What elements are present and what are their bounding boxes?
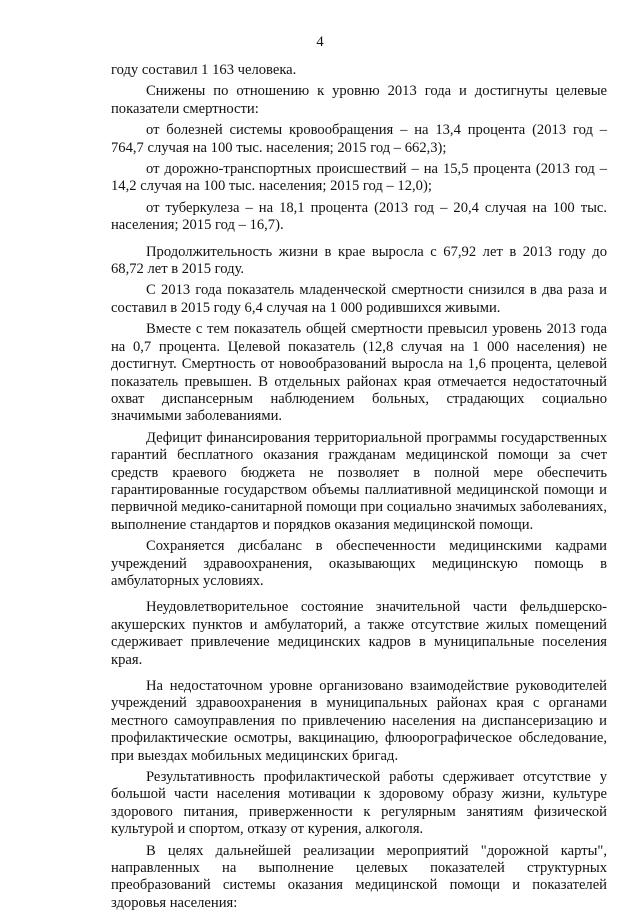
list-item: от болезней системы кровообращения – на 13,4 процента (2013 год – 764,7 случая на 100 тыс. населения; 2015 год – 662,3);	[111, 122, 607, 156]
list-item: от туберкулеза – на 18,1 процента (2013 год – 20,4 случая на 100 тыс. населения; 2015 год – 16,7).	[111, 199, 607, 234]
list-item: от дорожно-транспортных происшествий – на 15,5 процента (2013 год – 14,2 случая на 100 тыс. населения; 2015 год – 12,0);	[111, 161, 607, 195]
paragraph: Вместе с тем показатель общей смертности превысил уровень 2013 года на 0,7 процента. Целевой показатель (12,8 случая на 1 000 населения) не достигнут. Смертность от новообразований выросла на 1,6 процента, целевой показатель превышен. В отдельных районах края отмечается недостаточный охват диспансерным наблюдением больных, страдающих социально значимыми заболеваниями.	[111, 321, 607, 425]
document-body	[111, 62, 607, 912]
paragraph: Сохраняется дисбаланс в обеспеченности медицинскими кадрами учреждений здравоохранения, оказывающих медицинскую помощь в амбулаторных условиях.	[111, 538, 607, 589]
paragraph: Продолжительность жизни в крае выросла с 67,92 лет в 2013 году до 68,72 лет в 2015 году.	[111, 243, 607, 278]
paragraph: С 2013 года показатель младенческой смертности снизился в два раза и составил в 2015 году 6,4 случая на 1 000 родившихся живыми.	[111, 282, 607, 316]
paragraph: Дефицит финансирования территориальной программы государственных гарантий бесплатного оказания гражданам медицинской помощи за счет средств краевого бюджета не позволяет в полной мере обеспечить гарантированные государством объемы паллиативной медицинской помощи и первичной медико-санитарной помощи при социально значимых заболеваниях, выполнение стандартов и порядков оказания медицинской помощи.	[111, 429, 608, 533]
paragraph: Результативность профилактической работы сдерживает отсутствие у большой части населения мотивации к здоровому образу жизни, культуре здорового питания, приверженности к регулярным занятиям физической культурой и спортом, отказу от курения, алкоголя.	[111, 769, 607, 838]
paragraph: Снижены по отношению к уровню 2013 года и достигнуты целевые показатели смертности:	[111, 83, 607, 117]
page-number: 4	[316, 34, 324, 50]
paragraph: На недостаточном уровне организовано взаимодействие руководителей учреждений здравоохранения в муниципальных районах края с органами местного самоуправления по привлечению населения на диспансеризацию и профилактические осмотры, вакцинацию, флюорографическое обследование, при выездах мобильных медицинских бригад.	[111, 678, 607, 764]
paragraph: Неудовлетворительное состояние значительной части фельдшерско-акушерских пунктов и амбулаторий, а также отсутствие жилых помещений сдерживает привлечение медицинских кадров в муниципальные поселения края.	[111, 599, 607, 668]
paragraph: году составил 1 163 человека.	[111, 62, 297, 78]
paragraph: В целях дальнейшей реализации мероприятий "дорожной карты", направленных на выполнение целевых показателей структурных преобразований системы оказания медицинской помощи и показателей здоровья населения:	[111, 842, 607, 911]
